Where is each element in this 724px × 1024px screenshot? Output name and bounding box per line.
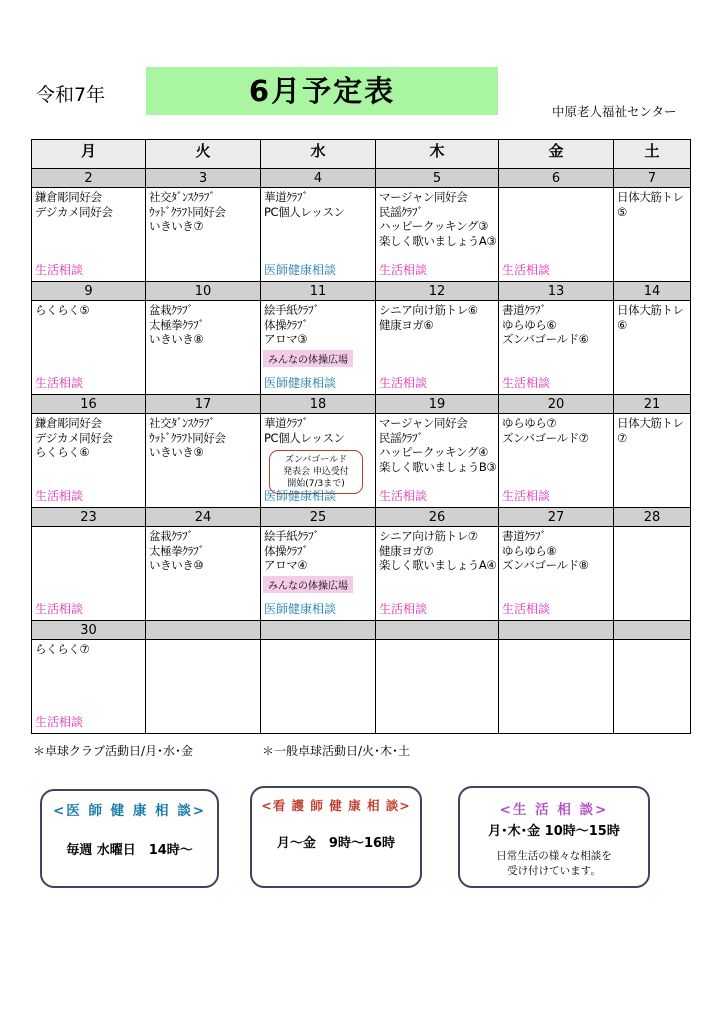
event-item: 書道ｸﾗﾌﾞ — [502, 529, 546, 543]
event-item: 太極拳ｸﾗﾌﾞ — [149, 543, 205, 558]
day-cell-fri — [499, 640, 614, 734]
day-cell-wed — [261, 414, 376, 508]
date-cell-thu: 12 — [376, 282, 499, 301]
date-cell-mon: 9 — [32, 282, 146, 301]
nurse-consultation-title: <看 護 師 健 康 相 談> — [261, 798, 411, 813]
event-list — [376, 188, 498, 248]
event-item: PC個人レッスン — [264, 430, 345, 445]
event-list — [32, 301, 145, 318]
date-cell-wed — [261, 621, 376, 640]
day-cell-sat — [614, 414, 691, 508]
date-cell-fri — [499, 621, 614, 640]
event-list — [376, 414, 498, 474]
life-consultation-description-2: 受け付けています。 — [507, 865, 601, 877]
doctor-consultation-title: <医 師 健 康 相 談> — [52, 803, 207, 819]
date-cell-sat — [614, 621, 691, 640]
organization-name: 中原老人福祉センター — [552, 104, 677, 119]
day-cell-wed — [261, 301, 376, 395]
event-list — [146, 188, 260, 234]
event-item: 華道ｸﾗﾌﾞ — [264, 190, 308, 204]
date-row — [32, 395, 691, 414]
event-item: シニア向け筋トレ⑦ — [379, 529, 478, 543]
event-item: ズンバゴールド⑦ — [502, 430, 589, 445]
date-cell-fri: 13 — [499, 282, 614, 301]
date-cell-wed: 4 — [261, 169, 376, 188]
event-item: いきいき⑧ — [149, 332, 204, 346]
life-consultation-label: 生活相談 — [379, 376, 428, 390]
event-list — [499, 640, 613, 642]
event-item: いきいき⑩ — [149, 558, 204, 572]
event-list — [146, 527, 260, 573]
event-list — [614, 188, 690, 219]
date-cell-tue: 24 — [146, 508, 261, 527]
event-item: 民謡ｸﾗﾌﾞ — [379, 204, 423, 219]
date-cell-mon: 16 — [32, 395, 146, 414]
event-item: 社交ﾀﾞﾝｽｸﾗﾌﾞ — [149, 190, 215, 204]
day-cell-fri — [499, 301, 614, 395]
life-consultation-label: 生活相談 — [502, 489, 551, 503]
day-cell-sat — [614, 301, 691, 395]
day-cell-tue — [146, 414, 261, 508]
event-item: 楽しく歌いましょうA④ — [379, 558, 497, 572]
event-item: 華道ｸﾗﾌﾞ — [264, 416, 308, 430]
event-item: 盆栽ｸﾗﾌﾞ — [149, 529, 193, 543]
event-item: 社交ﾀﾞﾝｽｸﾗﾌﾞ — [149, 416, 215, 430]
event-list — [614, 301, 690, 332]
day-cell-sat — [614, 527, 691, 621]
day-cell-tue — [146, 188, 261, 282]
life-consultation-label: 生活相談 — [35, 263, 84, 277]
event-list — [32, 640, 145, 657]
event-item: ズンバゴールド⑥ — [502, 332, 589, 346]
weekday-tue: 火 — [146, 140, 261, 169]
page-title: 6月予定表 — [146, 67, 498, 115]
callout-line: ズンバゴールド — [284, 455, 348, 465]
date-row — [32, 169, 691, 188]
event-item: ズンバゴールド⑧ — [502, 558, 589, 572]
event-list — [499, 301, 613, 347]
event-item: 日体大筋トレ — [617, 190, 684, 204]
event-list — [146, 301, 260, 347]
event-item: シニア向け筋トレ⑥ — [379, 303, 478, 317]
exercise-plaza-tag: みんなの体操広場 — [263, 350, 353, 367]
general-table-tennis-note: ＊一般卓球活動日/火･木･土 — [262, 744, 411, 758]
date-cell-sat: 28 — [614, 508, 691, 527]
nurse-consultation-box — [250, 786, 422, 888]
doctor-consultation-box — [40, 789, 219, 888]
day-cell-thu — [376, 640, 499, 734]
life-consultation-label: 生活相談 — [379, 489, 428, 503]
date-cell-mon: 23 — [32, 508, 146, 527]
doctor-consultation-label: 医師健康相談 — [264, 263, 337, 277]
exercise-plaza-tag: みんなの体操広場 — [263, 576, 353, 593]
event-list — [32, 188, 145, 219]
date-cell-sat: 21 — [614, 395, 691, 414]
events-row — [32, 527, 691, 621]
event-list — [499, 527, 613, 573]
event-item: PC個人レッスン — [264, 204, 345, 219]
callout-line: 開始(7/3まで) — [287, 479, 345, 489]
event-item: らくらく⑦ — [35, 642, 90, 656]
event-list — [261, 414, 375, 445]
event-item: 体操ｸﾗﾌﾞ — [264, 317, 308, 332]
event-item: らくらく⑤ — [35, 303, 90, 317]
day-cell-mon — [32, 640, 146, 734]
event-item: 日体大筋トレ — [617, 416, 684, 430]
event-list — [614, 414, 690, 445]
event-item: 太極拳ｸﾗﾌﾞ — [149, 317, 205, 332]
life-consultation-label: 生活相談 — [502, 602, 551, 616]
event-list — [376, 527, 498, 573]
weekday-fri: 金 — [499, 140, 614, 169]
event-item: ハッピークッキング③ — [379, 219, 489, 233]
date-cell-tue — [146, 621, 261, 640]
event-item: アロマ④ — [264, 558, 308, 572]
date-row — [32, 621, 691, 640]
life-consultation-label: 生活相談 — [379, 263, 428, 277]
weekday-wed: 水 — [261, 140, 376, 169]
event-list — [146, 414, 260, 460]
date-cell-wed: 11 — [261, 282, 376, 301]
date-cell-tue: 10 — [146, 282, 261, 301]
day-cell-tue — [146, 527, 261, 621]
event-item: ハッピークッキング④ — [379, 445, 489, 459]
event-item: いきいき⑦ — [149, 219, 204, 233]
date-cell-fri: 6 — [499, 169, 614, 188]
life-consultation-label: 生活相談 — [35, 489, 84, 503]
date-cell-tue: 3 — [146, 169, 261, 188]
life-consultation-box — [458, 786, 650, 888]
event-item: ゆらゆら⑦ — [502, 416, 557, 430]
event-item: 鎌倉彫同好会 — [35, 416, 102, 430]
day-cell-thu — [376, 301, 499, 395]
event-item: 絵手紙ｸﾗﾌﾞ — [264, 303, 320, 317]
weekday-sat: 土 — [614, 140, 691, 169]
nurse-consultation-schedule: 月～金 9時～16時 — [276, 836, 396, 851]
event-list — [614, 527, 690, 529]
events-row — [32, 188, 691, 282]
event-item: らくらく⑥ — [35, 445, 90, 459]
event-item: 鎌倉彫同好会 — [35, 190, 102, 204]
day-cell-tue — [146, 301, 261, 395]
life-consultation-label: 生活相談 — [379, 602, 428, 616]
day-cell-fri — [499, 188, 614, 282]
date-cell-wed: 18 — [261, 395, 376, 414]
date-cell-tue: 17 — [146, 395, 261, 414]
event-item: 体操ｸﾗﾌﾞ — [264, 543, 308, 558]
life-consultation-label: 生活相談 — [35, 602, 84, 616]
day-cell-mon — [32, 527, 146, 621]
event-item: マージャン同好会 — [379, 190, 468, 204]
event-list — [32, 527, 145, 529]
date-cell-sat: 7 — [614, 169, 691, 188]
doctor-consultation-label: 医師健康相談 — [264, 376, 337, 390]
weekday-header-row — [32, 140, 691, 169]
life-consultation-label: 生活相談 — [502, 376, 551, 390]
event-list — [146, 640, 260, 642]
life-consultation-description-1: 日常生活の様々な相談を — [496, 850, 612, 862]
event-list — [32, 414, 145, 460]
life-consultation-label: 生活相談 — [35, 715, 84, 729]
date-cell-wed: 25 — [261, 508, 376, 527]
events-row — [32, 414, 691, 508]
event-item: ｳｯﾄﾞｸﾗﾌﾄ同好会 — [149, 204, 226, 219]
date-cell-thu — [376, 621, 499, 640]
event-item: ｳｯﾄﾞｸﾗﾌﾄ同好会 — [149, 430, 226, 445]
event-list — [261, 640, 375, 642]
event-item: ⑦ — [617, 430, 627, 445]
day-cell-wed — [261, 640, 376, 734]
event-item: いきいき⑨ — [149, 445, 204, 459]
day-cell-fri — [499, 527, 614, 621]
event-item: ゆらゆら⑥ — [502, 317, 557, 332]
event-item: アロマ③ — [264, 332, 308, 346]
day-cell-tue — [146, 640, 261, 734]
calendar-table — [31, 139, 691, 734]
event-item: 健康ヨガ⑥ — [379, 317, 434, 332]
day-cell-fri — [499, 414, 614, 508]
event-item: ⑥ — [617, 317, 627, 332]
event-item: マージャン同好会 — [379, 416, 468, 430]
doctor-consultation-schedule: 毎週 水曜日 14時～ — [66, 843, 193, 858]
event-item: ⑤ — [617, 204, 627, 219]
date-cell-mon: 30 — [32, 621, 146, 640]
day-cell-thu — [376, 188, 499, 282]
day-cell-thu — [376, 414, 499, 508]
date-cell-fri: 20 — [499, 395, 614, 414]
date-cell-mon: 2 — [32, 169, 146, 188]
date-cell-fri: 27 — [499, 508, 614, 527]
day-cell-mon — [32, 188, 146, 282]
weekday-mon: 月 — [32, 140, 146, 169]
events-row — [32, 301, 691, 395]
date-cell-sat: 14 — [614, 282, 691, 301]
event-item: 民謡ｸﾗﾌﾞ — [379, 430, 423, 445]
event-item: 楽しく歌いましょうB③ — [379, 459, 497, 474]
day-cell-wed — [261, 188, 376, 282]
event-list — [614, 640, 690, 642]
life-consultation-title: <生 活 相 談> — [499, 802, 609, 818]
day-cell-sat — [614, 640, 691, 734]
event-item: 書道ｸﾗﾌﾞ — [502, 303, 546, 317]
event-list — [499, 414, 613, 445]
event-list — [261, 527, 375, 573]
event-item: ゆらゆら⑧ — [502, 543, 557, 558]
date-row — [32, 508, 691, 527]
date-cell-thu: 5 — [376, 169, 499, 188]
event-item: 絵手紙ｸﾗﾌﾞ — [264, 529, 320, 543]
event-list — [499, 188, 613, 190]
day-cell-sat — [614, 188, 691, 282]
event-item: 健康ヨガ⑦ — [379, 543, 434, 558]
date-cell-thu: 26 — [376, 508, 499, 527]
event-list — [376, 301, 498, 332]
life-consultation-label: 生活相談 — [502, 263, 551, 277]
doctor-consultation-label: 医師健康相談 — [264, 489, 337, 503]
life-consultation-label: 生活相談 — [35, 376, 84, 390]
date-cell-thu: 19 — [376, 395, 499, 414]
day-cell-mon — [32, 301, 146, 395]
date-row — [32, 282, 691, 301]
event-item: 日体大筋トレ — [617, 303, 684, 317]
table-tennis-club-note: ＊卓球クラブ活動日/月･水･金 — [33, 744, 194, 758]
event-item: 盆栽ｸﾗﾌﾞ — [149, 303, 193, 317]
weekday-thu: 木 — [376, 140, 499, 169]
day-cell-wed — [261, 527, 376, 621]
event-list — [376, 640, 498, 642]
events-row — [32, 640, 691, 734]
day-cell-mon — [32, 414, 146, 508]
callout-line: 発表会 申込受付 — [283, 467, 349, 477]
day-cell-thu — [376, 527, 499, 621]
event-list — [261, 301, 375, 347]
doctor-consultation-label: 医師健康相談 — [264, 602, 337, 616]
era-label: 令和7年 — [36, 84, 106, 106]
event-item: 楽しく歌いましょうA③ — [379, 233, 497, 248]
event-list — [261, 188, 375, 219]
event-item: デジカメ同好会 — [35, 204, 113, 219]
life-consultation-schedule: 月･木･金 10時～15時 — [488, 824, 620, 839]
event-item: デジカメ同好会 — [35, 430, 113, 445]
